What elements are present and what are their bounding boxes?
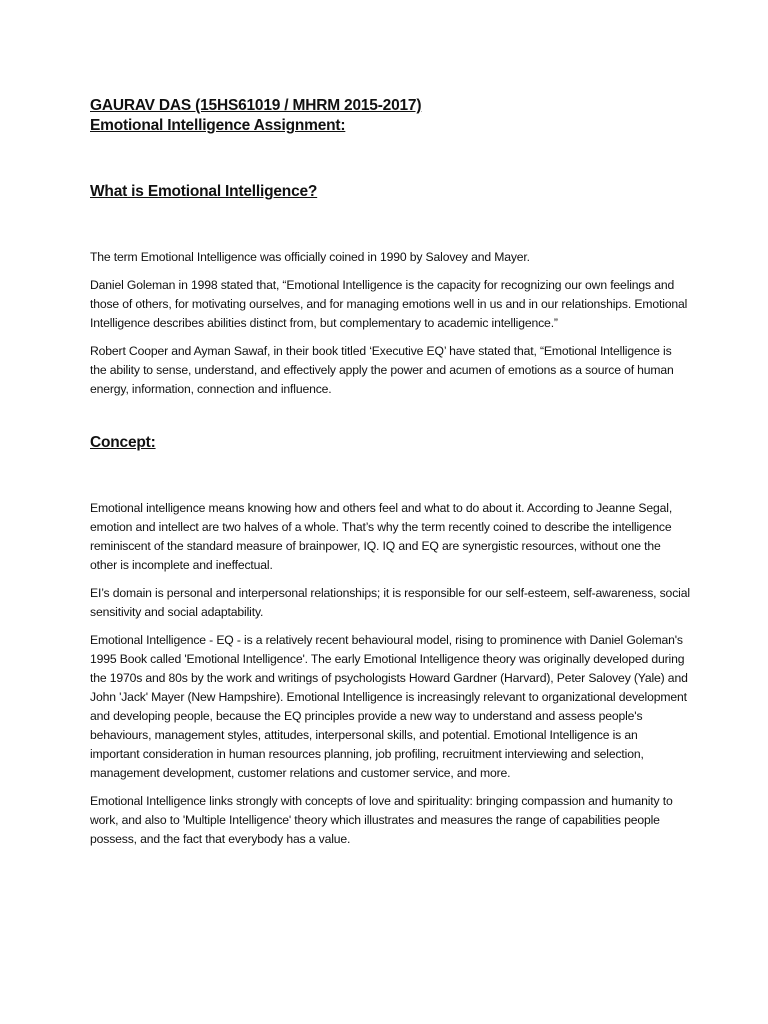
paragraph: Emotional Intelligence links strongly with concepts of love and spirituality: bringing compassion and humanity to work, and also to 'Multiple Intelligence' theory which illustrates and measures the range of capabilities people possess, and the fact that everybody has a value. xyxy=(90,794,673,846)
section-heading-concept: Concept: xyxy=(90,434,156,451)
paragraph: Daniel Goleman in 1998 stated that, “Emotional Intelligence is the capacity for recognizing our own feelings and those of others, for motivating ourselves, and for managing emotions well in us and in our relationships. Emotional Intelligence describes abilities distinct from, but complementary to academic intelligence.” xyxy=(90,278,688,330)
section-heading-what-is: What is Emotional Intelligence? xyxy=(90,183,318,200)
paragraph: Robert Cooper and Ayman Sawaf, in their book titled ‘Executive EQ’ have stated that, “Emotional Intelligence is the ability to sense, understand, and effectively apply the power and acumen of emotions as a source of human energy, information, connection and influence. xyxy=(90,344,674,396)
paragraph: Emotional intelligence means knowing how and others feel and what to do about it. According to Jeanne Segal, emotion and intellect are two halves of a whole. That’s why the term recently coined to describe the intelligence reminiscent of the standard measure of brainpower, IQ. IQ and EQ are synergistic resources, without one the other is incomplete and ineffectual. xyxy=(90,501,673,572)
assignment-title: Emotional Intelligence Assignment: xyxy=(90,117,346,134)
paragraph: The term Emotional Intelligence was officially coined in 1990 by Salovey and Mayer. xyxy=(90,250,530,264)
paragraph: EI’s domain is personal and interpersonal relationships; it is responsible for our self-esteem, self-awareness, social sensitivity and social adaptability. xyxy=(90,586,690,619)
paragraph: Emotional Intelligence - EQ - is a relatively recent behavioural model, rising to prominence with Daniel Goleman's 1995 Book called 'Emotional Intelligence'. The early Emotional Intelligence theory was originally developed during the 1970s and 80s by the work and writings of psychologists Howard Gardner (Harvard), Peter Salovey (Yale) and John 'Jack' Mayer (New Hampshire). Emotional Intelligence is increasingly relevant to organizational development and developing people, because the EQ principles provide a new way to understand and assess people's behaviours, management styles, attitudes, interpersonal skills, and potential. Emotional Intelligence is an important consideration in human resources planning, job profiling, recruitment interviewing and selection, management development, customer relations and customer service, and more. xyxy=(90,633,688,780)
author-line: GAURAV DAS (15HS61019 / MHRM 2015-2017) xyxy=(90,97,422,114)
document-body xyxy=(90,96,690,849)
